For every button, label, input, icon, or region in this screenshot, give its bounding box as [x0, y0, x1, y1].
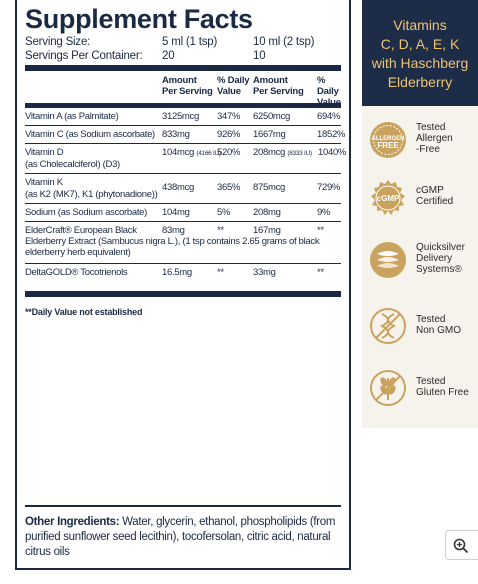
badge-line: Tested — [416, 314, 446, 325]
amount-1: 104mg — [162, 207, 190, 218]
badge-line: -Free — [416, 144, 440, 155]
daily-value-2: 9% — [317, 207, 331, 218]
servings-per-container-row — [25, 49, 341, 63]
header-text: Per Serving — [253, 86, 304, 97]
daily-value-1: ** — [217, 225, 224, 236]
daily-value-2: 694% — [317, 111, 341, 122]
header-text: Value — [317, 97, 341, 108]
non-gmo-icon — [368, 306, 408, 346]
header-text: Amount — [253, 75, 288, 86]
nutrient-name: Vitamin C (as Sodium ascorbate) — [25, 129, 155, 140]
header-text: Amount — [162, 75, 197, 86]
badge-text — [416, 314, 461, 336]
nutrient-row — [25, 222, 341, 264]
badge-text — [416, 242, 465, 275]
daily-value-2: ** — [317, 225, 324, 236]
nutrient-name: Vitamin K — [25, 177, 63, 188]
amount-1: 833mg — [162, 129, 190, 140]
facts-title: Supplement Facts — [25, 4, 253, 34]
badge-line: Gluten Free — [416, 387, 469, 398]
header-text: % Daily — [217, 75, 250, 86]
nutrient-name: DeltaGOLD® Tocotrienols — [25, 267, 128, 278]
amount-1: 3125mcg — [162, 111, 199, 122]
badge-non-gmo — [362, 304, 478, 354]
amount-2: 208mg — [253, 207, 281, 218]
divider-thick — [25, 291, 341, 297]
zoom-button[interactable] — [445, 530, 478, 560]
certification-badges — [362, 106, 478, 428]
badge-text — [416, 185, 453, 207]
nutrient-sub: (as K2 (MK7), K1 (phytonadione)) — [25, 189, 158, 200]
cgmp-icon — [368, 178, 408, 218]
allergen-free-icon — [368, 120, 408, 160]
servings-2: 10 — [253, 50, 266, 62]
amount-2: 1667mg — [253, 129, 286, 140]
badge-line: Tested — [416, 122, 446, 133]
daily-value-2: ** — [317, 267, 324, 278]
product-banner — [362, 0, 478, 106]
nutrient-row — [25, 204, 341, 222]
banner-line: Vitamins — [393, 17, 447, 33]
amount-2: 167mg — [253, 225, 281, 236]
serving-size-row — [25, 35, 341, 49]
svg-text:FREE: FREE — [377, 141, 399, 150]
banner-line: C, D, A, E, K — [380, 36, 460, 52]
nutrient-row — [25, 126, 346, 144]
ingredients-text: Water, glycerin, ethanol, phospholipids (from purified sunflower seed lecithin), tocofersolan, citric acid, natural citrus oils — [25, 516, 336, 558]
badge-text — [416, 376, 469, 398]
servings-label: Servings Per Container: — [25, 50, 143, 62]
nutrient-row — [25, 264, 341, 282]
nutrient-description: Elderberry Extract (Sambucus nigra L.), (1 tsp contains 2.65 grams of black elderberry herb equivalent) — [25, 236, 320, 258]
badge-quicksilver-delivery — [362, 238, 478, 288]
badge-line: Allergen — [416, 133, 453, 144]
badge-allergen-free — [362, 118, 478, 168]
badge-line: Tested — [416, 376, 446, 387]
header-text: Value — [217, 86, 241, 97]
column-header-row — [25, 71, 341, 108]
serving-size-2: 10 ml (2 tsp) — [253, 36, 315, 48]
amount-1 — [162, 147, 221, 159]
header-dv-2 — [317, 75, 341, 108]
nutrient-name: Vitamin A (as Palmitate) — [25, 111, 119, 122]
nutrient-name: ElderCraft® European Black — [25, 225, 137, 236]
svg-text:ALLERGEN: ALLERGEN — [371, 136, 405, 142]
badge-line: cGMP — [416, 185, 444, 196]
header-dv-1 — [217, 75, 249, 97]
other-ingredients — [25, 505, 341, 560]
amount-2: 875mcg — [253, 182, 285, 193]
amount-1: 438mcg — [162, 182, 194, 193]
header-amount-1 — [162, 75, 213, 97]
badge-line: Non GMO — [416, 325, 462, 336]
supplement-facts-panel — [15, 0, 351, 570]
amount-2: 33mg — [253, 267, 276, 278]
daily-value-2: 729% — [317, 182, 341, 193]
gluten-free-icon — [368, 368, 408, 408]
banner-line: Elderberry — [387, 74, 453, 90]
amount-1: 83mg — [162, 225, 185, 236]
header-text: Per Serving — [162, 86, 213, 97]
amount-2 — [253, 147, 312, 159]
serving-size-label: Serving Size: — [25, 36, 91, 48]
ingredients-label: Other Ingredients: — [25, 516, 120, 528]
amount-iu: (4166 IU) — [196, 150, 221, 157]
badge-line: Delivery — [416, 253, 453, 264]
quicksilver-delivery-icon — [368, 240, 408, 280]
badge-line: Quicksilver — [416, 242, 465, 253]
header-text: % Daily — [317, 75, 339, 97]
daily-value-1: 347% — [217, 111, 241, 122]
footnote: **Daily Value not established — [25, 307, 143, 317]
nutrient-row — [25, 108, 341, 126]
amount-2: 6250mcg — [253, 111, 290, 122]
daily-value-2: 1852% — [317, 129, 346, 140]
daily-value-1: 5% — [217, 207, 231, 218]
nutrient-name: Vitamin D — [25, 147, 64, 158]
zoom-icon — [453, 538, 469, 554]
nutrient-row — [25, 144, 347, 174]
badge-cgmp — [362, 176, 478, 226]
amount-value: 104mcg — [162, 147, 194, 158]
daily-value-1: 365% — [217, 182, 241, 193]
daily-value-1: 520% — [217, 147, 241, 158]
badge-line: Certified — [416, 196, 454, 207]
svg-text:cGMP: cGMP — [376, 194, 400, 203]
nutrient-row — [25, 174, 341, 204]
header-amount-2 — [253, 75, 304, 97]
badge-line: Systems® — [416, 264, 462, 275]
badge-text — [416, 122, 453, 155]
amount-iu: (8333 IU) — [287, 150, 312, 157]
nutrient-sub: (as Cholecalciferol) (D3) — [25, 159, 120, 170]
serving-size-1: 5 ml (1 tsp) — [162, 36, 218, 48]
daily-value-1: 926% — [217, 129, 241, 140]
banner-line: with Haschberg — [371, 55, 469, 71]
amount-1: 16.5mg — [162, 267, 192, 278]
amount-value: 208mcg — [253, 147, 285, 158]
nutrient-name: Sodium (as Sodium ascorbate) — [25, 207, 148, 218]
daily-value-1: ** — [217, 267, 224, 278]
daily-value-2: 1040% — [318, 147, 347, 158]
badge-gluten-free — [362, 366, 478, 416]
servings-1: 20 — [162, 50, 175, 62]
